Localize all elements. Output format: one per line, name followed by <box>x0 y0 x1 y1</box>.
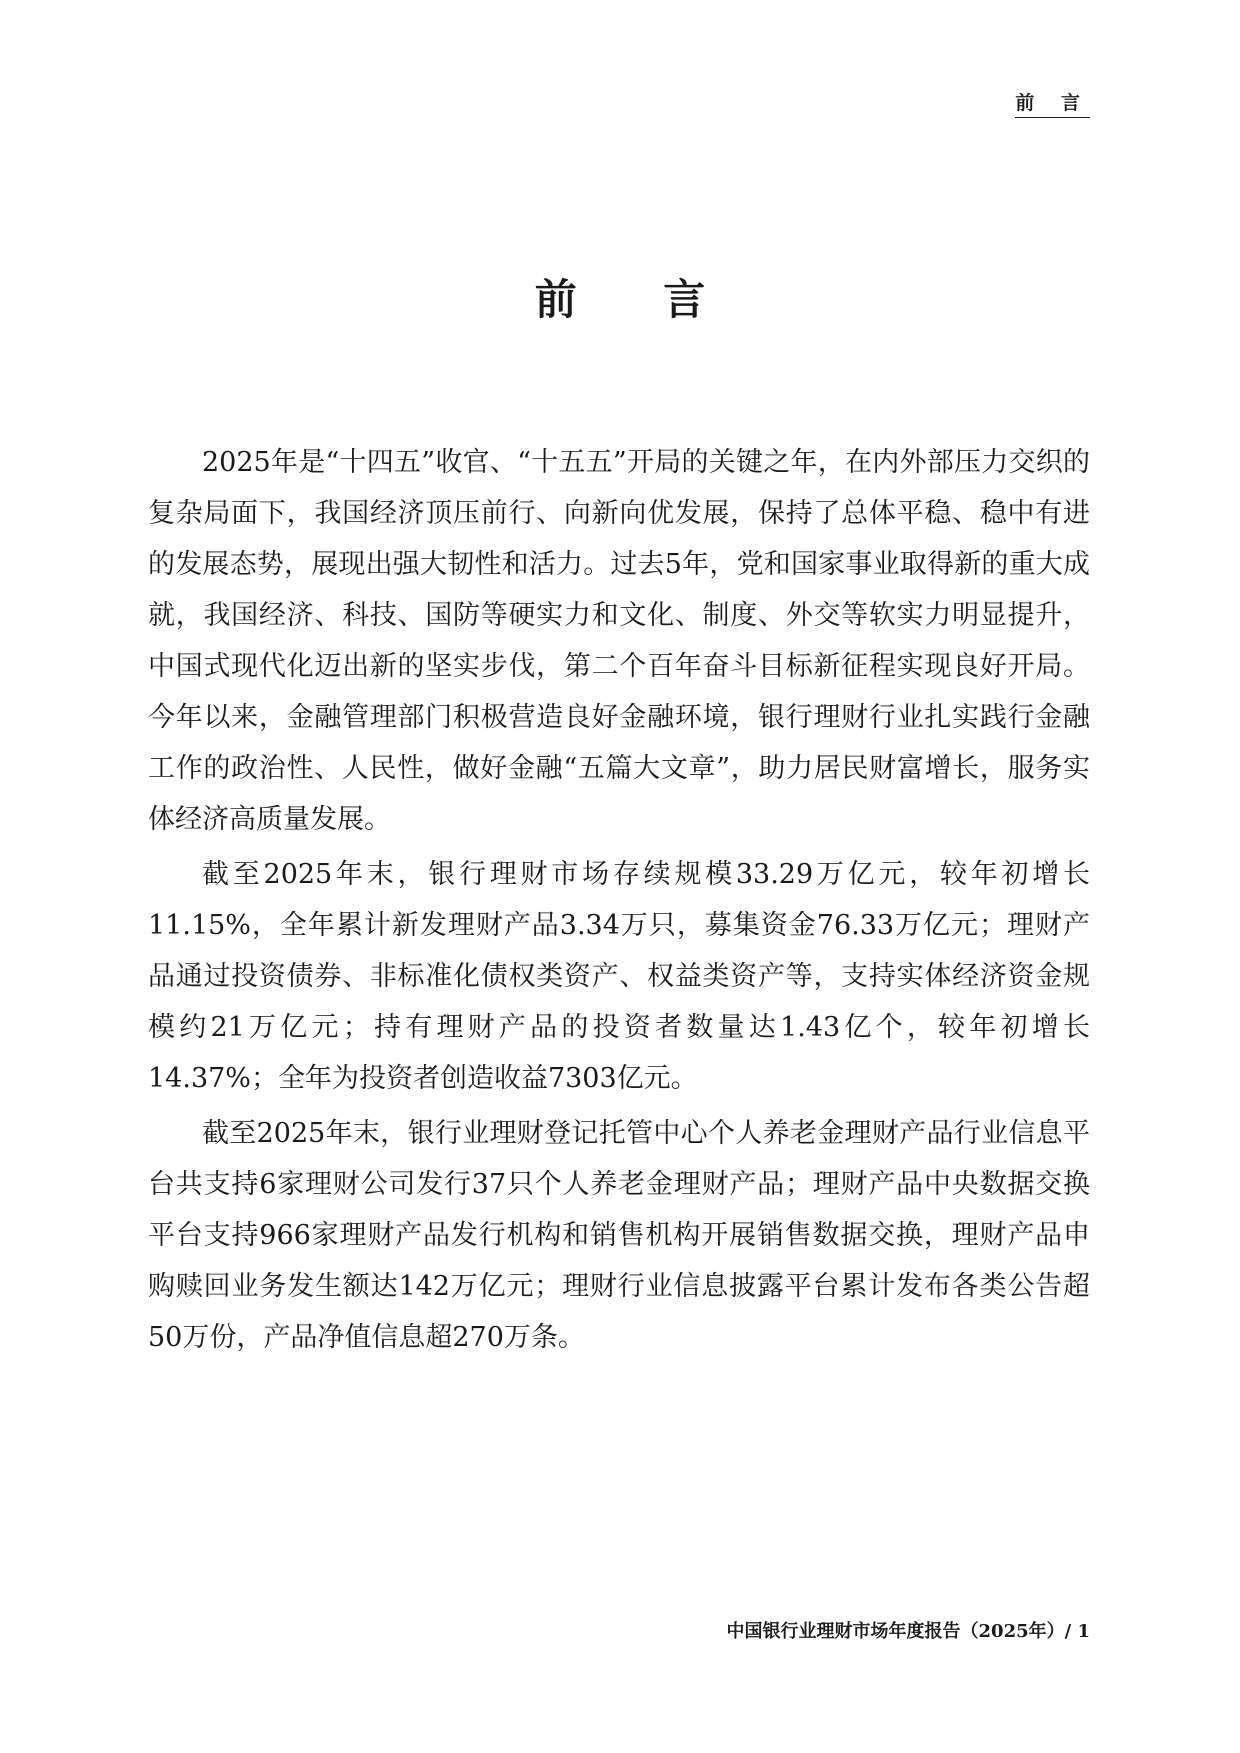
running-header: 前 言 <box>1015 92 1090 118</box>
paragraph-market-scale: 截至2025年末，银行理财市场存续规模33.29万亿元，较年初增长11.15%，全年累计新发理财产品3.34万只，募集资金76.33万亿元；理财产品通过投资债券、非标准化债权类资产、权益类资产等，支持实体经济资金规模约21万亿元；持有理财产品的投资者数量达1.43亿个，较年初增长14.37%；全年为投资者创造收益7303亿元。 <box>148 859 1090 1094</box>
running-footer: 中国银行业理财市场年度报告（2025年）/ 1 <box>726 1621 1090 1643</box>
body-text <box>148 437 1090 1367</box>
page-title: 前 言 <box>534 275 742 324</box>
paragraph-intro: 2025年是“十四五”收官、“十五五”开局的关键之年，在内外部压力交织的复杂局面下，我国经济顶压前行、向新向优发展，保持了总体平稳、稳中有进的发展态势，展现出强大韧性和活力。过去5年，党和国家事业取得新的重大成就，我国经济、科技、国防等硬实力和文化、制度、外交等软实力明显提升，中国式现代化迈出新的坚实步伐，第二个百年奋斗目标新征程实现良好开局。今年以来，金融管理部门积极营造良好金融环境，银行理财行业扎实践行金融工作的政治性、人民性，做好金融“五篇大文章”，助力居民财富增长，服务实体经济高质量发展。 <box>148 447 1090 835</box>
paragraph-platforms: 截至2025年末，银行业理财登记托管中心个人养老金理财产品行业信息平台共支持6家理财公司发行37只个人养老金理财产品；理财产品中央数据交换平台支持966家理财产品发行机构和销售机构开展销售数据交换，理财产品申购赎回业务发生额达142万亿元；理财行业信息披露平台累计发布各类公告超50万份，产品净值信息超270万条。 <box>148 1118 1090 1353</box>
